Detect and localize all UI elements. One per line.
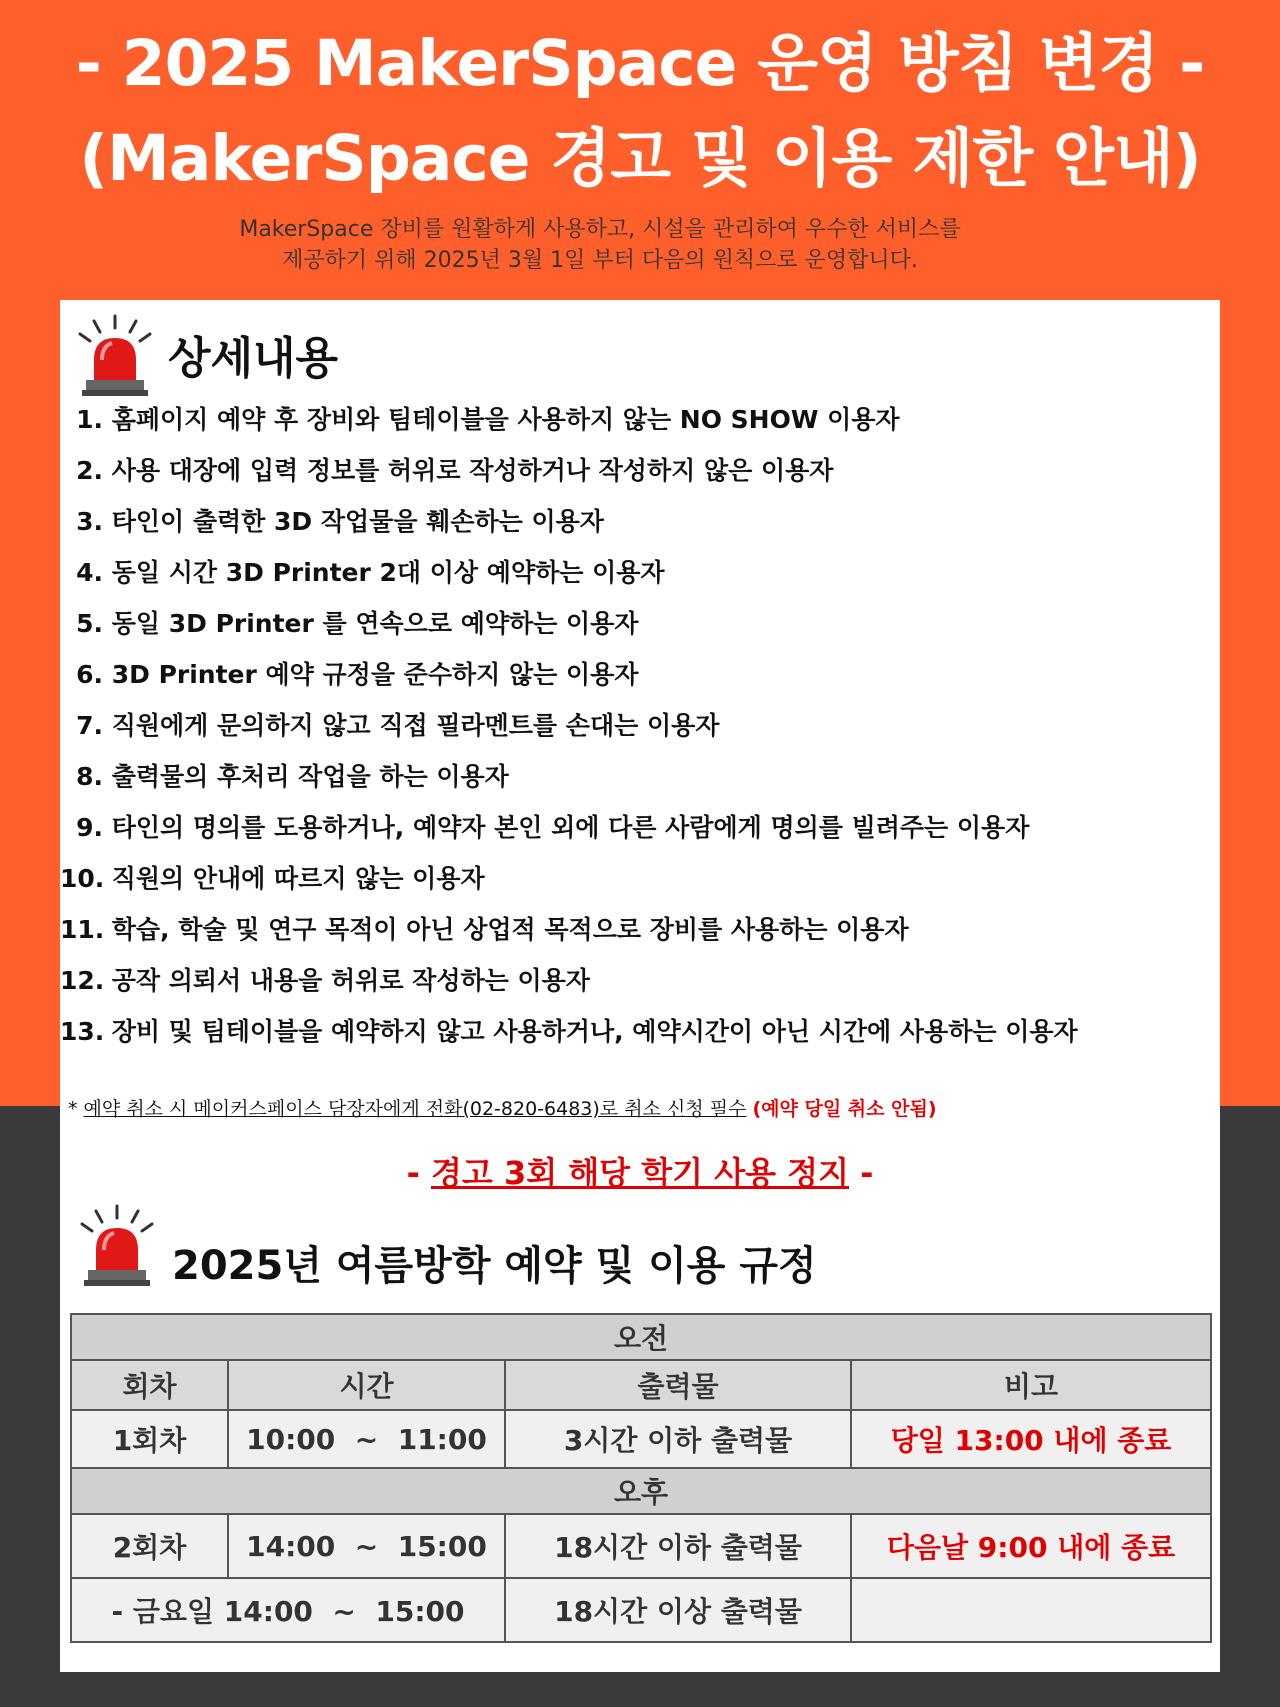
cell-session: 2회차 (71, 1514, 228, 1578)
cell-time: 14:00 ~ 15:00 (228, 1514, 505, 1578)
cell-output: 3시간 이하 출력물 (505, 1410, 851, 1468)
header-note: 비고 (851, 1360, 1211, 1410)
content-card (60, 300, 1220, 1672)
list-item: 12. 공작 의뢰서 내용을 허위로 작성하는 이용자 (60, 966, 590, 995)
cancel-note: * 예약 취소 시 메이커스페이스 담장자에게 전화(02-820-6483)로 취소 신청 필수 (예약 당일 취소 안됨) (68, 1098, 937, 1120)
table-row (71, 1468, 1211, 1514)
cancel-note-text: 예약 취소 시 메이커스페이스 담장자에게 전화(02-820-6483)로 취소 신청 필수 (83, 1098, 747, 1120)
intro-line1: MakerSpace 장비를 원활하게 사용하고, 시설을 관리하여 우수한 서비스를 (239, 217, 961, 242)
list-item: 8. 출력물의 후처리 작업을 하는 이용자 (76, 762, 509, 791)
cancel-note-red: (예약 당일 취소 안됨) (752, 1098, 937, 1120)
warning-text: 경고 3회 해당 학기 사용 정지 (430, 1154, 849, 1192)
list-item: 4. 동일 시간 3D Printer 2대 이상 예약하는 이용자 (76, 558, 665, 587)
table-row (71, 1360, 1211, 1410)
header-session: 회차 (71, 1360, 228, 1410)
cell-session-time: - 금요일 14:00 ~ 15:00 (71, 1578, 505, 1642)
list-item: 3. 타인이 출력한 3D 작업물을 훼손하는 이용자 (76, 507, 604, 536)
table-row (71, 1314, 1211, 1360)
cell-note: 다음날 9:00 내에 종료 (851, 1514, 1211, 1578)
page-title-line2: (MakerSpace 경고 및 이용 제한 안내) (79, 122, 1201, 195)
list-item: 2. 사용 대장에 입력 정보를 허위로 작성하거나 작성하지 않은 이용자 (76, 456, 834, 485)
table-row (71, 1578, 1211, 1642)
list-item: 5. 동일 3D Printer 를 연속으로 예약하는 이용자 (76, 609, 639, 638)
morning-label: 오전 (71, 1314, 1211, 1360)
header-time: 시간 (228, 1360, 505, 1410)
list-item: 1. 홈페이지 예약 후 장비와 팀테이블을 사용하지 않는 NO SHOW 이용자 (76, 405, 900, 434)
cell-note: 당일 13:00 내에 종료 (851, 1410, 1211, 1468)
list-item: 11. 학습, 학술 및 연구 목적이 아닌 상업적 목적으로 장비를 사용하는 이용자 (60, 915, 909, 944)
list-item: 9. 타인의 명의를 도용하거나, 예약자 본인 외에 다른 사람에게 명의를 빌려주는 이용자 (76, 813, 1030, 842)
intro-text (160, 214, 1040, 276)
intro-line2: 제공하기 위해 2025년 3월 1일 부터 다음의 원칙으로 운영합니다. (282, 248, 918, 273)
header-output: 출력물 (505, 1360, 851, 1410)
summer-title: 2025년 여름방학 예약 및 이용 규정 (172, 1243, 817, 1289)
list-item: 13. 장비 및 팀테이블을 예약하지 않고 사용하거나, 예약시간이 아닌 시간에 사용하는 이용자 (60, 1017, 1078, 1046)
cell-output: 18시간 이하 출력물 (505, 1514, 851, 1578)
list-item: 6. 3D Printer 예약 규정을 준수하지 않는 이용자 (76, 660, 639, 689)
afternoon-label: 오후 (71, 1468, 1211, 1514)
alarm-siren-icon (72, 312, 158, 398)
table-row (71, 1514, 1211, 1578)
list-item: 7. 직원에게 문의하지 않고 직접 필라멘트를 손대는 이용자 (76, 711, 720, 740)
page-title-line1: - 2025 MakerSpace 운영 방침 변경 - (75, 27, 1205, 100)
details-title: 상세내용 (168, 333, 339, 384)
table-row (71, 1410, 1211, 1468)
schedule-table (70, 1313, 1212, 1643)
alarm-siren-icon (74, 1202, 160, 1288)
cell-note (851, 1578, 1211, 1642)
cell-time: 10:00 ~ 11:00 (228, 1410, 505, 1468)
list-item: 10. 직원의 안내에 따르지 않는 이용자 (60, 864, 485, 893)
cell-output: 18시간 이상 출력물 (505, 1578, 851, 1642)
cell-session: 1회차 (71, 1410, 228, 1468)
warning-banner: - 경고 3회 해당 학기 사용 정지 - (406, 1154, 874, 1192)
